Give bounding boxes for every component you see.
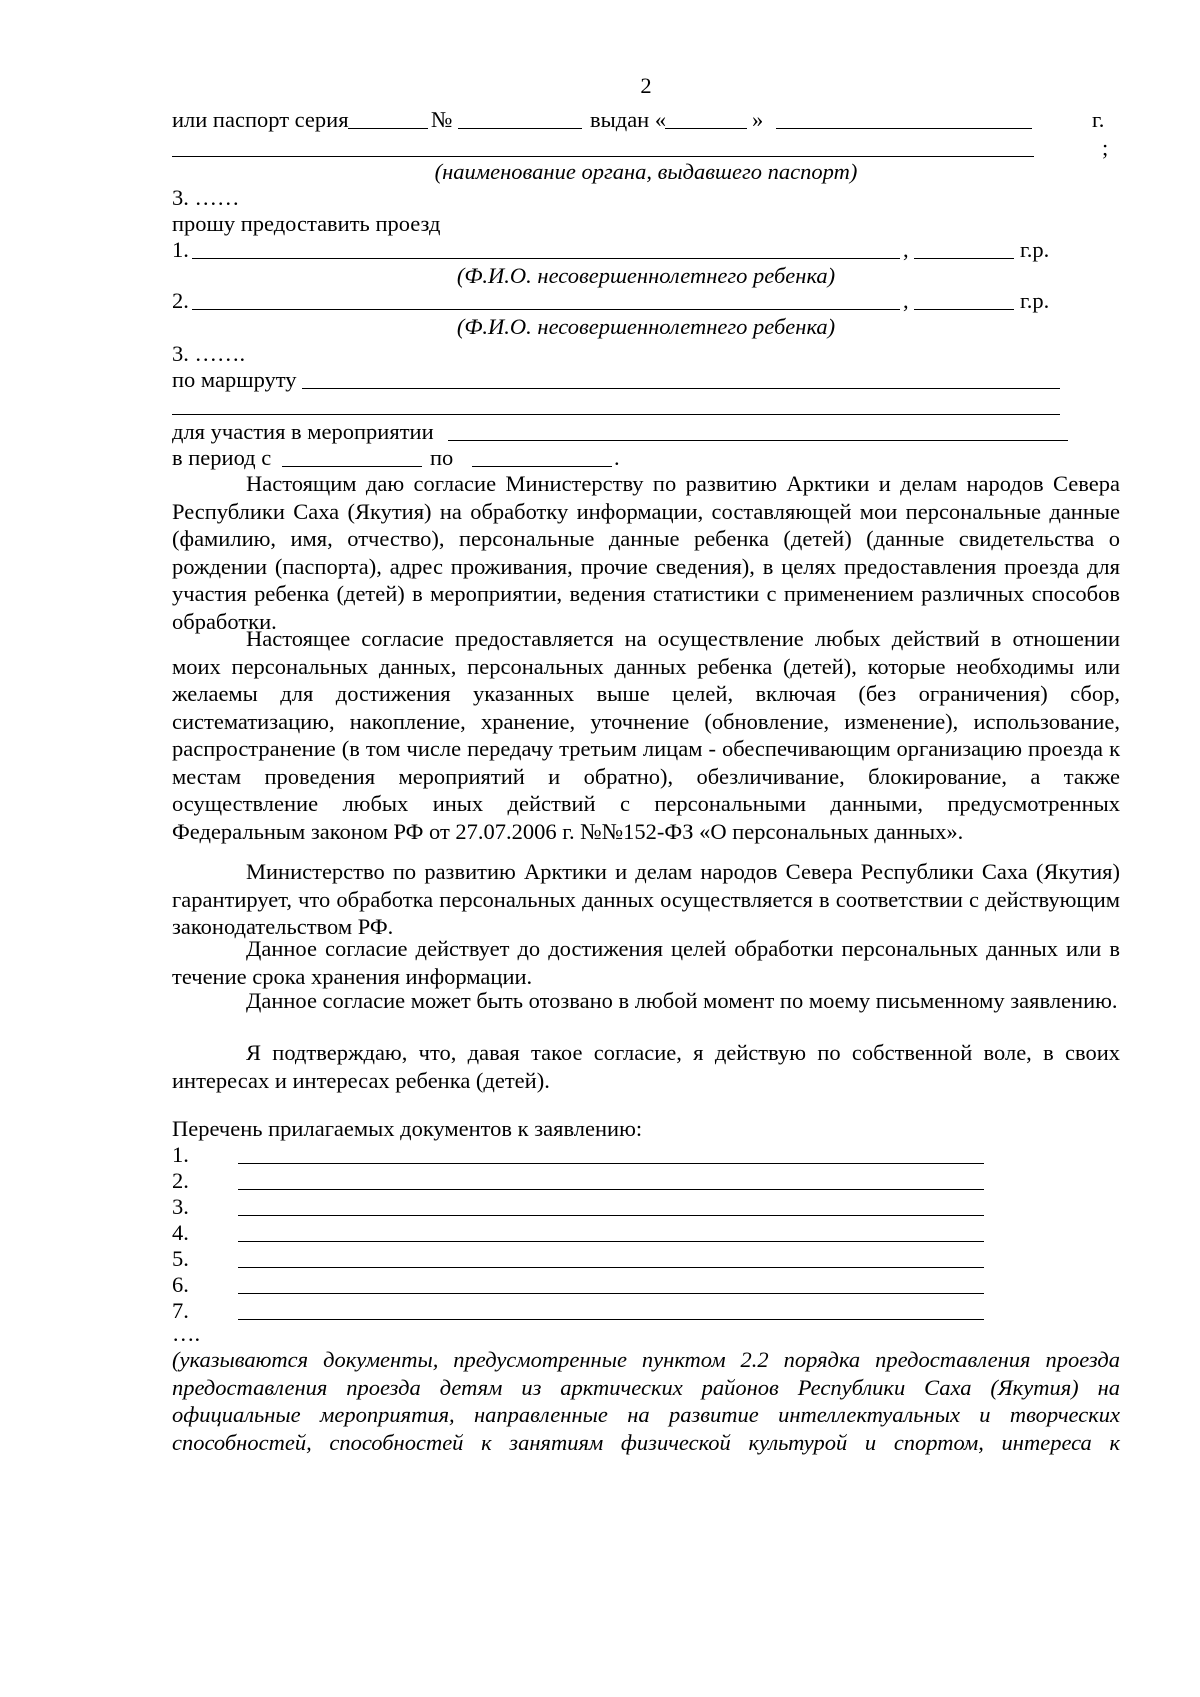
attachment-number: 7.	[172, 1298, 189, 1323]
consent-paragraph-2: Настоящее согласие предоставляется на осуществление любых действий в отношении моих персональных данных, персональных данных ребенка (детей), которые необходимы или желаемы для достижения указанных выше целей, включая (без ограничения) сбор, систематизацию, накопление, хранение, уточнение (обновление, изменение), использование, распространение (в том числе передачу третьим лицам - обеспечивающим организацию проезда к местам проведения мероприятий и обратно), обезличивание, блокирование, а также осуществление любых иных действий с персональными данными, предусмотренных Федеральным законом РФ от 27.07.2006 г. №№152-ФЗ «О персональных данных».	[172, 626, 1120, 844]
consent-paragraph-3: Министерство по развитию Арктики и делам народов Севера Республики Саха (Якутия) гарантирует, что обработка персональных данных осуществляется в соответствии с действующим законодательством РФ.	[172, 859, 1120, 939]
child-birth-year-field-1[interactable]	[914, 258, 1014, 259]
page-number: 2	[640, 73, 652, 98]
request-line: прошу предоставить проезд	[172, 211, 441, 236]
attachment-field-4[interactable]	[238, 1241, 984, 1242]
issuer-field[interactable]	[172, 156, 1034, 157]
period-row	[172, 444, 1120, 472]
attachment-item	[172, 1271, 1120, 1299]
item3-parent: 3. ……	[172, 185, 240, 210]
semicolon: ;	[1102, 135, 1109, 160]
event-row	[172, 418, 1120, 446]
route-row	[172, 366, 1120, 394]
period-to-field[interactable]	[472, 466, 612, 467]
event-field[interactable]	[448, 440, 1068, 441]
passport-prefix: или паспорт серия	[172, 107, 349, 132]
year-abbr: г.	[1092, 107, 1105, 132]
child-row-2	[172, 287, 1120, 315]
attachment-field-2[interactable]	[238, 1189, 984, 1190]
child-number: 1.	[172, 237, 189, 262]
attachment-field-5[interactable]	[238, 1267, 984, 1268]
attachment-field-3[interactable]	[238, 1215, 984, 1216]
route-field-continued[interactable]	[172, 414, 1060, 415]
attachment-number: 4.	[172, 1220, 189, 1245]
route-field[interactable]	[302, 388, 1060, 389]
attachment-field-1[interactable]	[238, 1163, 984, 1164]
birth-year-suffix: г.р.	[1020, 237, 1050, 262]
child-name-field-2[interactable]	[192, 309, 900, 310]
period-from-field[interactable]	[282, 466, 422, 467]
comma: ,	[903, 237, 909, 262]
birth-year-suffix: г.р.	[1020, 288, 1050, 313]
consent-paragraph-1: Настоящим даю согласие Министерству по развитию Арктики и делам народов Севера Республики Саха (Якутия) на обработку информации, составляющей мои персональные данные (фамилию, имя, отчество), персональные данные ребенка (детей) (данные свидетельства о рождении (паспорта), адрес проживания, прочие сведения), в целях предоставления проезда для участия ребенка (детей) в мероприятии, ведения статистики с применением различных способов обработки.	[172, 471, 1120, 634]
attachment-number: 3.	[172, 1194, 189, 1219]
attachments-note: (указываются документы, предусмотренные пунктом 2.2 порядка предоставления проезда предоставления проезда детям из арктических районов Республики Саха (Якутия) на официальные мероприятия, направленные на развитие интеллектуальных и творческих способностей, способностей к занятиям физической культурой и спортом, интереса к	[172, 1347, 1120, 1455]
comma: ,	[903, 288, 909, 313]
consent-paragraph-5: Данное согласие может быть отозвано в любой момент по моему письменному заявлению.	[246, 988, 1118, 1013]
passport-number-field[interactable]	[458, 128, 582, 129]
issued-date-field[interactable]	[776, 128, 1032, 129]
child-caption-1: (Ф.И.О. несовершеннолетнего ребенка)	[456, 263, 836, 288]
event-label: для участия в мероприятии	[172, 419, 434, 444]
issuer-caption: (наименование органа, выдавшего паспорт)	[434, 159, 858, 184]
consent-paragraph-6: Я подтверждаю, что, давая такое согласие, я действую по собственной воле, в своих интересах и интересах ребенка (детей).	[172, 1040, 1120, 1093]
child-name-field-1[interactable]	[192, 258, 900, 259]
quote-close: »	[752, 107, 764, 132]
route-row-2	[172, 392, 1120, 420]
attachment-item	[172, 1245, 1120, 1273]
issued-day-field[interactable]	[665, 128, 747, 129]
consent-paragraph-4: Данное согласие действует до достижения целей обработки персональных данных или в течение срока хранения информации.	[172, 936, 1120, 989]
attachments-more: ….	[172, 1321, 201, 1346]
attachment-number: 5.	[172, 1246, 189, 1271]
child-row-1	[172, 236, 1120, 264]
period-from-label: в период с	[172, 445, 272, 470]
attachment-field-6[interactable]	[238, 1293, 984, 1294]
passport-row	[172, 106, 1120, 134]
route-label: по маршруту	[172, 367, 297, 392]
period-dot: .	[614, 445, 620, 470]
item3-child: 3. …….	[172, 341, 246, 366]
attachment-number: 1.	[172, 1142, 189, 1167]
attachments-title: Перечень прилагаемых документов к заявлению:	[172, 1116, 643, 1141]
child-birth-year-field-2[interactable]	[914, 309, 1014, 310]
number-sign: №	[431, 107, 453, 132]
child-caption-2: (Ф.И.О. несовершеннолетнего ребенка)	[456, 314, 836, 339]
attachment-item	[172, 1193, 1120, 1221]
period-to-label: по	[430, 445, 454, 470]
passport-series-field[interactable]	[348, 128, 428, 129]
attachment-item	[172, 1219, 1120, 1247]
attachment-item	[172, 1167, 1120, 1195]
attachment-item	[172, 1141, 1120, 1169]
attachment-number: 6.	[172, 1272, 189, 1297]
attachment-number: 2.	[172, 1168, 189, 1193]
issued-label: выдан «	[590, 107, 667, 132]
child-number: 2.	[172, 288, 189, 313]
